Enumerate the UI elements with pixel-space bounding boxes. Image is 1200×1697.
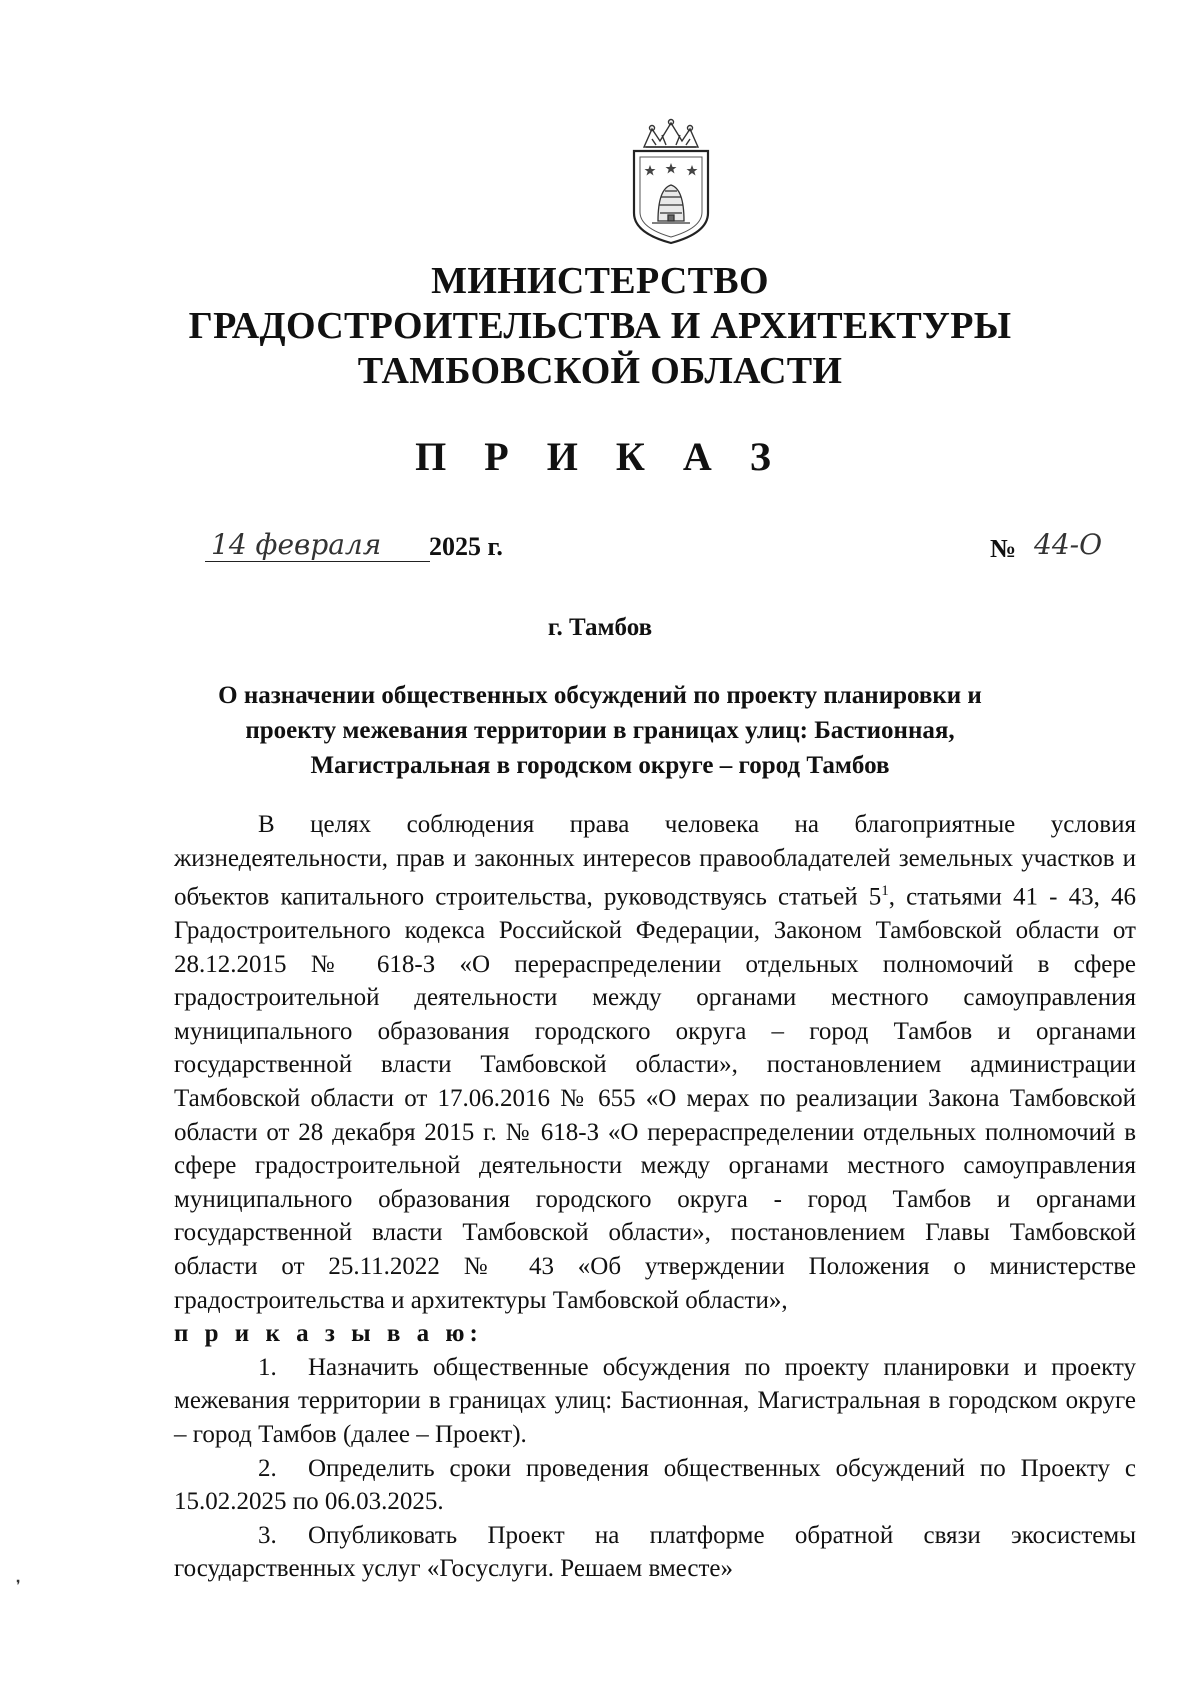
ministry-name-line-1: МИНИСТЕРСТВО <box>431 260 769 302</box>
order-word: п р и к а з ы в а ю: <box>174 1320 483 1348</box>
order-number <box>990 528 1140 568</box>
list-item: 1. Назначить общественные обсуждения по проекту планировки и проекту межевания территории в границах улиц: Бастионная, Магистральная в городском округе – город Тамбов (далее – Проект). <box>174 1353 1136 1449</box>
margin-mark-icon: ❜ <box>16 1579 21 1594</box>
preamble-superscript: 1 <box>881 883 889 900</box>
coat-of-arms-emblem <box>622 117 720 247</box>
list-item: 3. Опубликовать Проект на платформе обратной связи экосистемы государственных услуг «Госуслуги. Решаем вместе» <box>174 1521 1136 1583</box>
city-name: г. Тамбов <box>547 614 653 641</box>
preamble-text-part-2: , статьями 41 - 43, 46 Градостроительного кодекса Российской Федерации, Законом Тамбовской области от 28.12.2015 № 618-З «О перераспределении отдельных полномочий в сфере градостроительной деятельности между органами местного самоуправления муниципального образования городского округа – город Тамбов и органами государственной власти Тамбовской области», постановлением администрации Тамбовской области от 17.06.2016 № 655 «О мерах по реализации Закона Тамбовской области от 28 декабря 2015 г. № 618-З «О перераспределении отдельных полномочий в сфере градостроительной деятельности между органами местного самоуправления муниципального образования городского округа - город Тамбов и органами государственной власти Тамбовской области», постановлением Главы Тамбовской области от 25.11.2022 № 43 «Об утверждении Положения о министерстве градостроительства и архитектуры Тамбовской области», <box>174 883 1136 1314</box>
order-title: П Р И К А З <box>415 434 785 479</box>
list-item: 2. Определить сроки проведения общественных обсуждений по Проекту с 15.02.2025 по 06.03.2025. <box>174 1454 1136 1516</box>
handwritten-number: 44-О <box>1034 528 1103 561</box>
preamble-paragraph <box>174 808 1136 1317</box>
order-body <box>174 808 1136 1586</box>
order-subject: О назначении общественных обсуждений по проекту планировки и проекту межевания территории в границах улиц: Бастионная, Магистральная в городском округе – город Тамбов <box>218 682 982 779</box>
handwritten-date: 14 февраля <box>205 528 430 562</box>
preamble-text-part-1: В целях соблюдения права человека на благоприятные условия жизнедеятельности, прав и законных интересов правообладателей земельных участков и объектов капитального строительства, руководствуясь статьей 5 <box>174 811 1136 911</box>
ministry-name-line-2: ГРАДОСТРОИТЕЛЬСТВА И АРХИТЕКТУРЫ <box>188 305 1012 347</box>
order-year: 2025 г. <box>429 532 503 561</box>
order-date <box>205 528 515 568</box>
ministry-name-line-3: ТАМБОВСКОЙ ОБЛАСТИ <box>357 350 843 392</box>
number-sign: № <box>990 534 1017 563</box>
